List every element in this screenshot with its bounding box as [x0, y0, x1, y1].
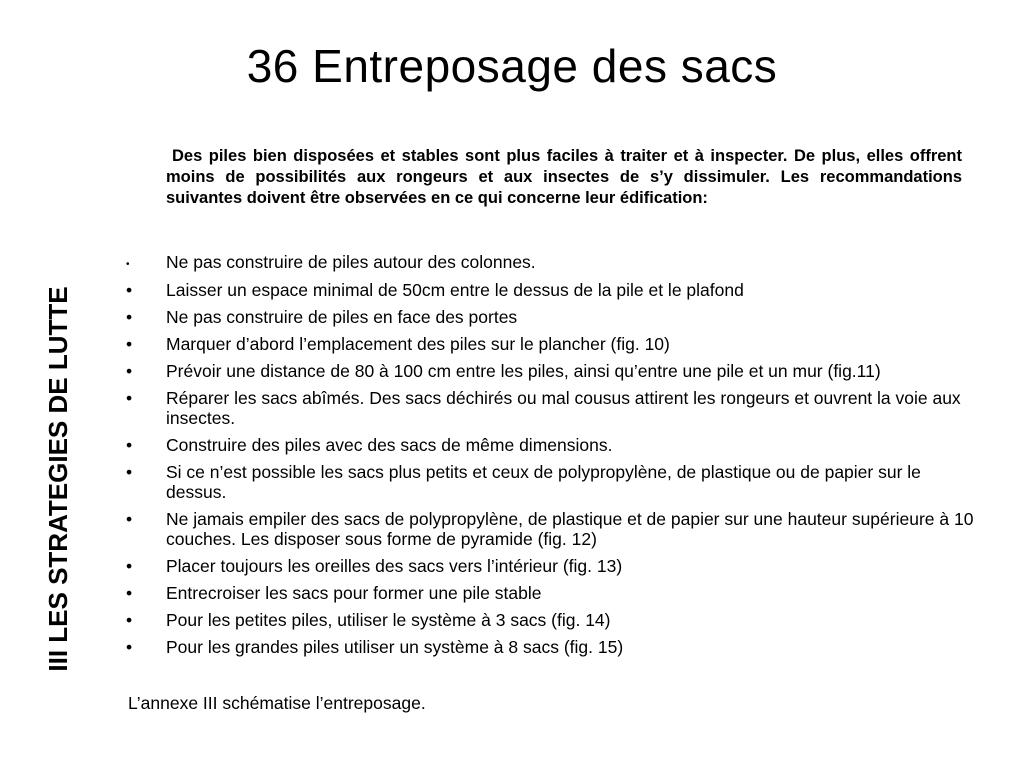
- list-item: [120, 252, 980, 272]
- bullet-icon: •: [126, 334, 133, 354]
- bullet-icon: •: [126, 435, 133, 455]
- list-item: [120, 280, 980, 300]
- list-item: [120, 556, 980, 576]
- list-item: [120, 307, 980, 327]
- list-item-text: Construire des piles avec des sacs de même dimensions.: [166, 435, 613, 455]
- list-item-text: Pour les grandes piles utiliser un système à 8 sacs (fig. 15): [166, 637, 624, 657]
- bullet-icon: •: [126, 556, 133, 576]
- recommendations-list: [120, 252, 980, 664]
- list-item-text: Pour les petites piles, utiliser le système à 3 sacs (fig. 14): [166, 610, 611, 630]
- list-item-text: Placer toujours les oreilles des sacs vers l’intérieur (fig. 13): [166, 556, 623, 576]
- list-item-text: Laisser un espace minimal de 50cm entre le dessus de la pile et le plafond: [166, 280, 744, 300]
- list-item: [120, 583, 980, 603]
- bullet-icon: •: [126, 259, 130, 270]
- list-item: [120, 610, 980, 630]
- bullet-icon: •: [126, 462, 133, 482]
- bullet-icon: •: [126, 280, 133, 300]
- bullet-icon: •: [126, 388, 133, 408]
- list-item-text: Prévoir une distance de 80 à 100 cm entre les piles, ainsi qu’entre une pile et un mur (fig.11): [166, 361, 881, 381]
- side-label-container: [38, 246, 78, 712]
- bullet-icon: •: [126, 583, 133, 603]
- bullet-icon: •: [126, 509, 133, 529]
- bullet-icon: •: [126, 307, 133, 327]
- list-item: [120, 388, 980, 428]
- list-item-text: Ne jamais empiler des sacs de polypropylène, de plastique et de papier sur une hauteur supérieure à 10 couches. Les disposer sous forme de pyramide (fig. 12): [166, 509, 974, 549]
- intro-paragraph: Des piles bien disposées et stables sont plus faciles à traiter et à inspecter. De plus, elles offrent moins de possibilités aux rongeurs et aux insectes de s’y dissimuler. Les recommandations suivantes doivent être observées en ce qui concerne leur édification:: [166, 147, 962, 207]
- list-item: [120, 509, 980, 549]
- list-item: [120, 361, 980, 381]
- list-item: [120, 435, 980, 455]
- list-item: [120, 334, 980, 354]
- list-item-text: Ne pas construire de piles autour des colonnes.: [166, 252, 536, 272]
- slide-title: 36 Entreposage des sacs: [246, 40, 778, 92]
- bullet-icon: •: [126, 610, 133, 630]
- list-item: [120, 462, 980, 502]
- list-item-text: Marquer d’abord l’emplacement des piles sur le plancher (fig. 10): [166, 334, 670, 354]
- list-item-text: Si ce n’est possible les sacs plus petits et ceux de polypropylène, de plastique ou de papier sur le dessus.: [166, 462, 921, 502]
- bullet-icon: •: [126, 637, 133, 657]
- list-item-text: Entrecroiser les sacs pour former une pile stable: [166, 583, 542, 603]
- list-item: [120, 637, 980, 657]
- annex-note: L’annexe III schématise l’entreposage.: [128, 693, 426, 713]
- list-item-text: Ne pas construire de piles en face des portes: [166, 307, 518, 327]
- section-side-label: III LES STRATEGIES DE LUTTE: [43, 286, 73, 672]
- list-item-text: Réparer les sacs abîmés. Des sacs déchirés ou mal cousus attirent les rongeurs et ouvrent la voie aux insectes.: [166, 388, 961, 428]
- bullet-icon: •: [126, 361, 133, 381]
